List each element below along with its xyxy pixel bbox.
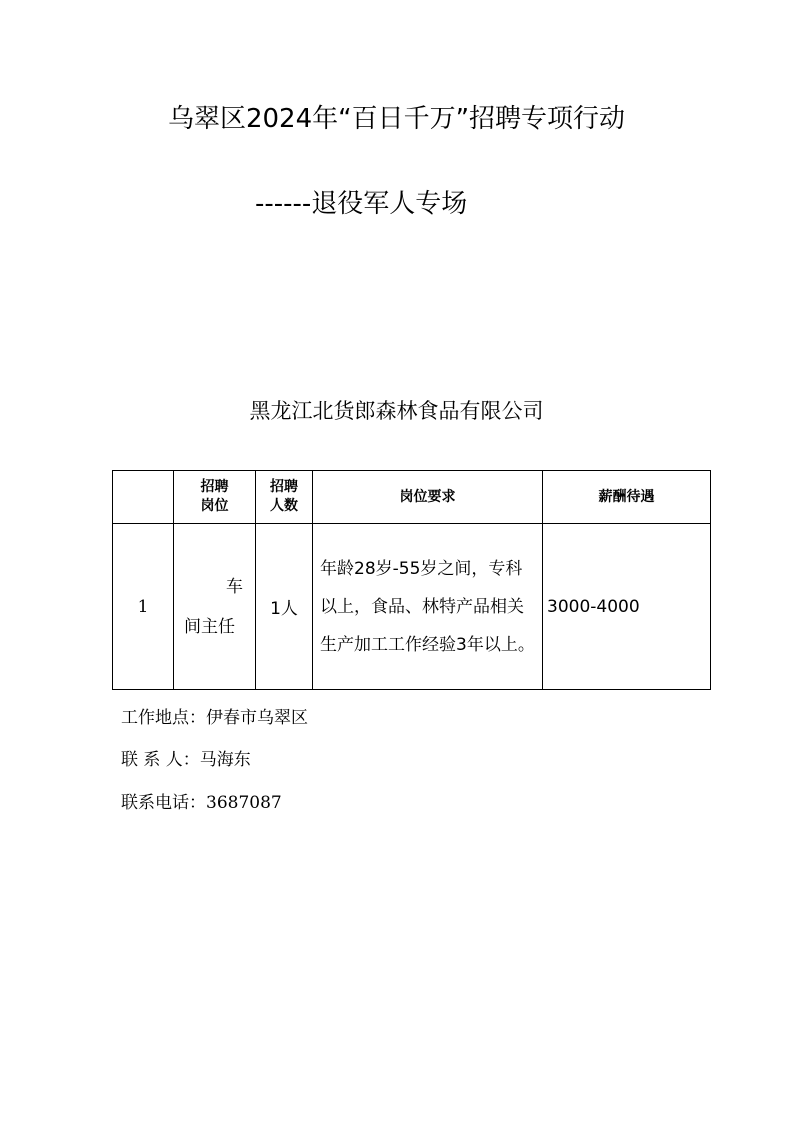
header-requirements: 岗位要求 <box>313 471 543 524</box>
row-position <box>174 524 256 690</box>
row-position-line1: 车 <box>226 576 243 597</box>
header-salary: 薪酬待遇 <box>543 471 711 524</box>
header-position: 招聘 岗位 <box>174 471 256 524</box>
company-name: 黑龙江北货郎森林食品有限公司 <box>249 399 544 423</box>
row-number: 1 <box>113 524 174 690</box>
contact-person: 联 系 人：马海东 <box>121 750 251 770</box>
table-row <box>113 524 711 690</box>
contact-phone: 联系电话：3687087 <box>121 793 282 813</box>
row-count: 1人 <box>256 524 313 690</box>
document-title: 乌翠区2024年“百日千万”招聘专项行动 <box>167 104 626 134</box>
header-number <box>113 471 174 524</box>
header-count: 招聘 人数 <box>256 471 313 524</box>
row-position-line2: 间主任 <box>184 616 235 637</box>
document-subtitle: ------退役军人专场 <box>255 189 468 219</box>
work-location: 工作地点：伊春市乌翠区 <box>121 708 308 728</box>
row-requirements: 年龄28岁-55岁之间，专科以上，食品、林特产品相关生产加工工作经验3年以上。 <box>313 524 543 690</box>
job-table <box>112 470 711 690</box>
row-salary: 3000-4000 <box>543 524 711 690</box>
table-header-row <box>113 471 711 524</box>
